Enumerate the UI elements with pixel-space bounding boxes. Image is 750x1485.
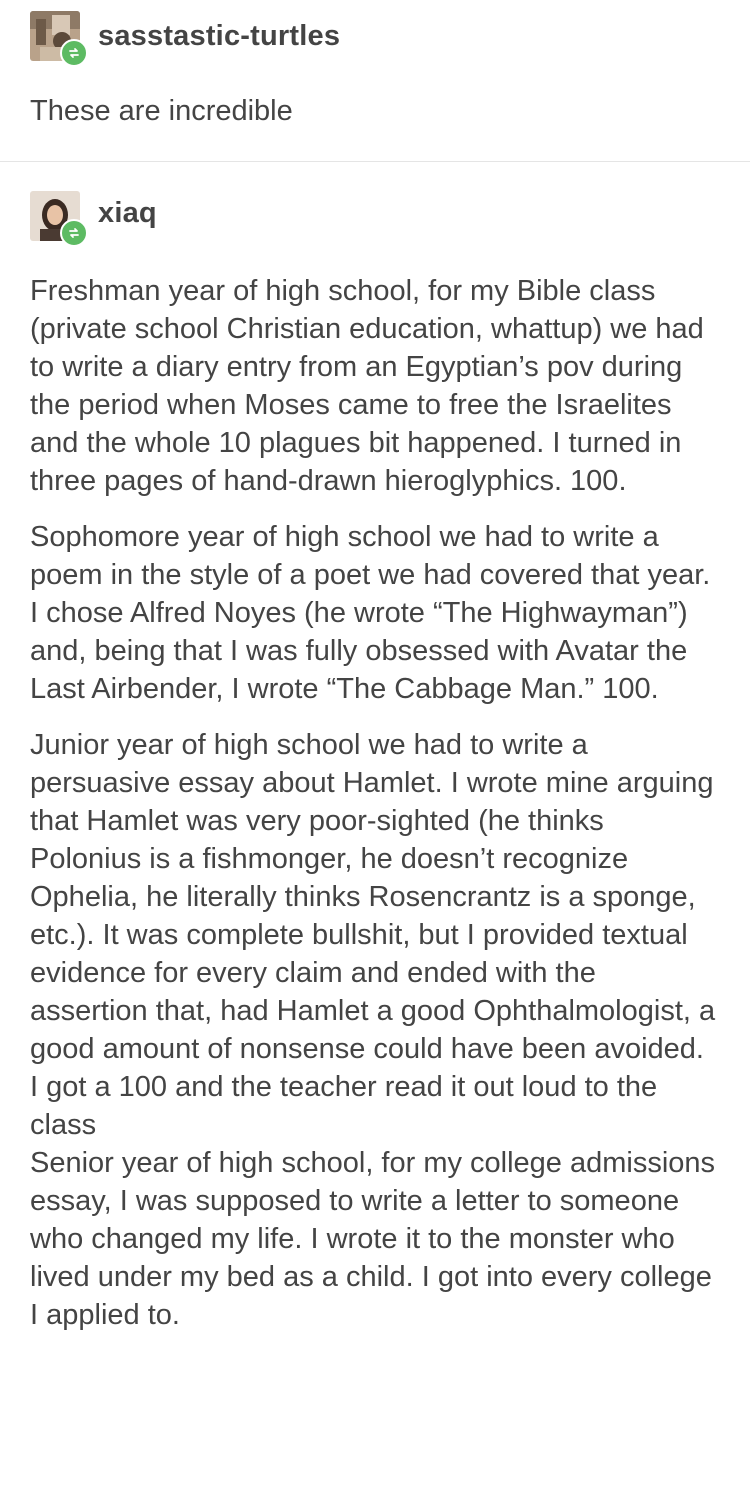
post-body xyxy=(30,272,720,1334)
post-header xyxy=(30,12,340,60)
username-link[interactable]: sasstastic-turtles xyxy=(98,19,341,52)
reblog-entry-sasstastic-turtles xyxy=(0,0,750,162)
paragraph-sophomore: Sophomore year of high school we had to write a poem in the style of a poet we had covered that year. I chose Alfred Noyes (he wrote “The Highwayman”) and, being that I was fully obsessed with Avatar the Last Airbender, I wrote “The Cabbage Man.” 100. xyxy=(30,521,711,705)
avatar[interactable] xyxy=(30,11,80,61)
reblog-icon xyxy=(60,39,88,67)
paragraph-senior: Senior year of high school, for my college admissions essay, I was supposed to write a letter to someone who changed my life. I wrote it to the monster who lived under my bed as a child. I got into every college I applied to. xyxy=(30,1147,716,1331)
paragraph-junior: Junior year of high school we had to write a persuasive essay about Hamlet. I wrote mine arguing that Hamlet was very poor-sighted (he thinks Polonius is a fishmonger, he doesn’t recognize Ophelia, he literally thinks Rosencrantz is a sponge, etc.). It was complete bullshit, but I provided textual evidence for every claim and ended with the assertion that, had Hamlet a good Ophthalmologist, a good amount of nonsense could have been avoided. I got a 100 and the teacher read it out loud to the class xyxy=(30,729,716,1141)
reblog-entry-xiaq xyxy=(0,162,750,1485)
reblog-icon xyxy=(60,219,88,247)
avatar[interactable] xyxy=(30,191,80,241)
post-header xyxy=(30,192,157,240)
paragraph-freshman: Freshman year of high school, for my Bible class (private school Christian education, whattup) we had to write a diary entry from an Egyptian’s pov during the period when Moses came to free the Israelites and the whole 10 plagues bit happened. I turned in three pages of hand-drawn hieroglyphics. 100. xyxy=(30,275,704,497)
username-link[interactable]: xiaq xyxy=(98,196,157,229)
post-text: These are incredible xyxy=(30,95,293,127)
